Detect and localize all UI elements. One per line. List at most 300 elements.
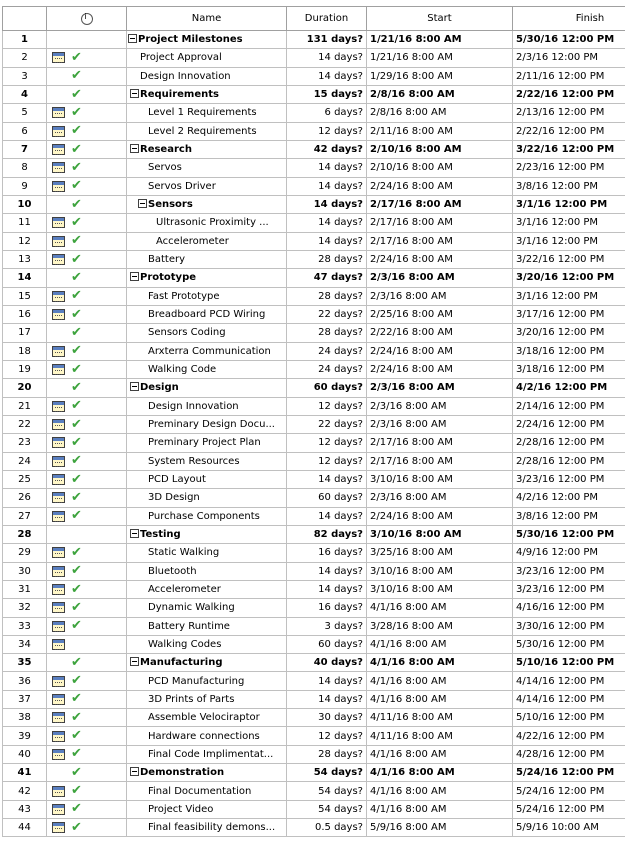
finish-cell[interactable]: 2/28/16 12:00 PM: [513, 434, 625, 452]
task-row[interactable]: [3, 434, 625, 452]
task-row[interactable]: [3, 782, 625, 800]
duration-column-header[interactable]: Duration: [287, 7, 367, 31]
task-name-cell[interactable]: [127, 177, 287, 195]
finish-cell[interactable]: 3/22/16 12:00 PM: [513, 250, 625, 268]
duration-cell[interactable]: 24 days?: [287, 360, 367, 378]
task-row[interactable]: [3, 709, 625, 727]
task-name-cell[interactable]: [127, 800, 287, 818]
finish-cell[interactable]: 3/1/16 12:00 PM: [513, 232, 625, 250]
start-cell[interactable]: 2/11/16 8:00 AM: [367, 122, 513, 140]
start-cell[interactable]: 2/24/16 8:00 AM: [367, 507, 513, 525]
start-cell[interactable]: 2/24/16 8:00 AM: [367, 177, 513, 195]
finish-cell[interactable]: 4/28/16 12:00 PM: [513, 745, 625, 763]
task-id-cell[interactable]: 44: [3, 819, 47, 837]
start-cell[interactable]: 2/17/16 8:00 AM: [367, 232, 513, 250]
check-icon: ✔: [71, 379, 82, 395]
task-row[interactable]: [3, 159, 625, 177]
task-name-cell[interactable]: [127, 599, 287, 617]
duration-cell[interactable]: 24 days?: [287, 342, 367, 360]
task-id-cell[interactable]: 16: [3, 305, 47, 323]
task-name-cell[interactable]: [127, 379, 287, 397]
task-name-cell[interactable]: [127, 507, 287, 525]
duration-cell[interactable]: 54 days?: [287, 782, 367, 800]
finish-cell[interactable]: 3/1/16 12:00 PM: [513, 214, 625, 232]
task-row[interactable]: [3, 690, 625, 708]
duration-cell[interactable]: 28 days?: [287, 287, 367, 305]
collapse-toggle-icon[interactable]: [130, 767, 139, 776]
task-name-cell[interactable]: [127, 49, 287, 67]
task-name-cell[interactable]: [127, 709, 287, 727]
task-name-cell[interactable]: [127, 727, 287, 745]
task-name-cell[interactable]: [127, 195, 287, 213]
task-id-cell[interactable]: 24: [3, 452, 47, 470]
task-name-cell[interactable]: [127, 525, 287, 543]
task-name-cell[interactable]: [127, 764, 287, 782]
task-name-cell[interactable]: [127, 580, 287, 598]
task-name-cell[interactable]: [127, 654, 287, 672]
task-name: Level 2 Requirements: [148, 125, 257, 137]
finish-cell[interactable]: 2/28/16 12:00 PM: [513, 452, 625, 470]
finish-cell[interactable]: 5/30/16 12:00 PM: [513, 635, 625, 653]
calendar-icon: [52, 474, 65, 485]
start-cell[interactable]: 4/1/16 8:00 AM: [367, 690, 513, 708]
task-id-cell[interactable]: 5: [3, 104, 47, 122]
task-name-cell[interactable]: [127, 140, 287, 158]
task-row[interactable]: [3, 727, 625, 745]
task-id-cell[interactable]: 11: [3, 214, 47, 232]
duration-cell[interactable]: 16 days?: [287, 599, 367, 617]
collapse-toggle-icon[interactable]: [130, 657, 139, 666]
task-name-cell[interactable]: [127, 360, 287, 378]
duration-cell[interactable]: 6 days?: [287, 104, 367, 122]
finish-cell[interactable]: 3/18/16 12:00 PM: [513, 342, 625, 360]
duration-cell[interactable]: 15 days?: [287, 85, 367, 103]
start-cell[interactable]: 4/1/16 8:00 AM: [367, 800, 513, 818]
task-row[interactable]: [3, 379, 625, 397]
finish-cell[interactable]: 3/18/16 12:00 PM: [513, 360, 625, 378]
calendar-icon: [52, 254, 65, 265]
finish-cell[interactable]: 3/1/16 12:00 PM: [513, 287, 625, 305]
start-cell[interactable]: 3/10/16 8:00 AM: [367, 470, 513, 488]
duration-cell[interactable]: 0.5 days?: [287, 819, 367, 837]
finish-cell[interactable]: 3/8/16 12:00 PM: [513, 177, 625, 195]
task-id-cell[interactable]: 27: [3, 507, 47, 525]
start-cell[interactable]: 4/1/16 8:00 AM: [367, 782, 513, 800]
start-cell[interactable]: 2/3/16 8:00 AM: [367, 269, 513, 287]
task-name-cell[interactable]: [127, 617, 287, 635]
task-row[interactable]: [3, 214, 625, 232]
task-name-cell[interactable]: [127, 562, 287, 580]
duration-cell[interactable]: 30 days?: [287, 709, 367, 727]
duration-cell[interactable]: 54 days?: [287, 800, 367, 818]
start-cell[interactable]: 3/10/16 8:00 AM: [367, 562, 513, 580]
task-row[interactable]: [3, 672, 625, 690]
duration-cell[interactable]: 42 days?: [287, 140, 367, 158]
duration-cell[interactable]: 14 days?: [287, 580, 367, 598]
duration-cell[interactable]: 22 days?: [287, 415, 367, 433]
task-name-cell[interactable]: [127, 782, 287, 800]
task-id-cell[interactable]: 30: [3, 562, 47, 580]
task-row[interactable]: [3, 342, 625, 360]
duration-cell[interactable]: 60 days?: [287, 379, 367, 397]
task-id-cell[interactable]: 20: [3, 379, 47, 397]
start-cell[interactable]: 2/3/16 8:00 AM: [367, 379, 513, 397]
start-cell[interactable]: 2/24/16 8:00 AM: [367, 342, 513, 360]
task-name: Preminary Project Plan: [148, 437, 261, 449]
duration-cell[interactable]: 28 days?: [287, 745, 367, 763]
duration-cell[interactable]: 14 days?: [287, 214, 367, 232]
task-row[interactable]: [3, 415, 625, 433]
finish-cell[interactable]: 4/9/16 12:00 PM: [513, 544, 625, 562]
task-row[interactable]: [3, 489, 625, 507]
indicators-cell: [47, 104, 127, 122]
task-name-cell[interactable]: [127, 324, 287, 342]
task-name-cell[interactable]: [127, 544, 287, 562]
finish-cell[interactable]: 5/24/16 12:00 PM: [513, 782, 625, 800]
check-icon: ✔: [71, 673, 82, 689]
task-name-cell[interactable]: [127, 415, 287, 433]
task-id-cell[interactable]: 15: [3, 287, 47, 305]
task-name-cell[interactable]: [127, 470, 287, 488]
finish-cell[interactable]: 4/2/16 12:00 PM: [513, 379, 625, 397]
task-row[interactable]: [3, 49, 625, 67]
collapse-toggle-icon[interactable]: [130, 272, 139, 281]
check-icon: ✔: [71, 104, 82, 120]
collapse-toggle-icon[interactable]: [130, 144, 139, 153]
task-name-cell[interactable]: [127, 67, 287, 85]
task-id-cell[interactable]: 25: [3, 470, 47, 488]
name-column-header[interactable]: Name: [127, 7, 287, 31]
task-id-cell[interactable]: 23: [3, 434, 47, 452]
finish-cell[interactable]: 2/13/16 12:00 PM: [513, 104, 625, 122]
task-name-cell[interactable]: [127, 305, 287, 323]
task-id-cell[interactable]: 10: [3, 195, 47, 213]
task-row[interactable]: [3, 360, 625, 378]
task-id-cell[interactable]: 4: [3, 85, 47, 103]
finish-cell[interactable]: 2/22/16 12:00 PM: [513, 85, 625, 103]
task-row[interactable]: [3, 305, 625, 323]
start-cell[interactable]: 2/24/16 8:00 AM: [367, 250, 513, 268]
task-id-cell[interactable]: 8: [3, 159, 47, 177]
finish-cell[interactable]: 2/14/16 12:00 PM: [513, 397, 625, 415]
duration-cell[interactable]: 12 days?: [287, 434, 367, 452]
start-cell[interactable]: 3/10/16 8:00 AM: [367, 525, 513, 543]
task-id-cell[interactable]: 22: [3, 415, 47, 433]
finish-cell[interactable]: 2/3/16 12:00 PM: [513, 49, 625, 67]
task-name-cell[interactable]: [127, 214, 287, 232]
task-row[interactable]: [3, 470, 625, 488]
finish-cell[interactable]: 5/24/16 12:00 PM: [513, 800, 625, 818]
check-icon: ✔: [71, 819, 82, 835]
task-row[interactable]: [3, 31, 625, 49]
task-name-cell[interactable]: [127, 434, 287, 452]
indicators-cell: [47, 709, 127, 727]
duration-cell[interactable]: 28 days?: [287, 250, 367, 268]
start-cell[interactable]: 3/25/16 8:00 AM: [367, 544, 513, 562]
task-name-cell[interactable]: [127, 397, 287, 415]
task-row[interactable]: [3, 544, 625, 562]
duration-cell[interactable]: 16 days?: [287, 544, 367, 562]
task-name-cell[interactable]: [127, 250, 287, 268]
start-cell[interactable]: 2/17/16 8:00 AM: [367, 434, 513, 452]
duration-cell[interactable]: 14 days?: [287, 195, 367, 213]
task-row[interactable]: [3, 195, 625, 213]
duration-cell[interactable]: 54 days?: [287, 764, 367, 782]
task-id-cell[interactable]: 38: [3, 709, 47, 727]
duration-cell[interactable]: 131 days?: [287, 31, 367, 49]
task-id-cell[interactable]: 28: [3, 525, 47, 543]
start-cell[interactable]: 4/1/16 8:00 AM: [367, 635, 513, 653]
task-row[interactable]: [3, 85, 625, 103]
task-name-cell[interactable]: [127, 819, 287, 837]
duration-cell[interactable]: 3 days?: [287, 617, 367, 635]
start-cell[interactable]: 5/9/16 8:00 AM: [367, 819, 513, 837]
task-name-cell[interactable]: [127, 489, 287, 507]
duration-cell[interactable]: 12 days?: [287, 727, 367, 745]
task-name-cell[interactable]: [127, 745, 287, 763]
task-id-cell[interactable]: 42: [3, 782, 47, 800]
task-name-cell[interactable]: [127, 672, 287, 690]
task-name-cell[interactable]: [127, 635, 287, 653]
task-id-cell[interactable]: 13: [3, 250, 47, 268]
duration-cell[interactable]: 14 days?: [287, 49, 367, 67]
start-cell[interactable]: 2/17/16 8:00 AM: [367, 195, 513, 213]
start-cell[interactable]: 4/1/16 8:00 AM: [367, 654, 513, 672]
task-row[interactable]: [3, 67, 625, 85]
duration-cell[interactable]: 60 days?: [287, 489, 367, 507]
task-id-cell[interactable]: 36: [3, 672, 47, 690]
indicators-cell: [47, 525, 127, 543]
finish-cell[interactable]: 3/17/16 12:00 PM: [513, 305, 625, 323]
task-row[interactable]: [3, 452, 625, 470]
finish-cell[interactable]: 2/23/16 12:00 PM: [513, 159, 625, 177]
task-name: Design Innovation: [140, 70, 231, 82]
finish-cell[interactable]: 3/8/16 12:00 PM: [513, 507, 625, 525]
task-id-cell[interactable]: 7: [3, 140, 47, 158]
indicators-cell: [47, 470, 127, 488]
task-row[interactable]: [3, 635, 625, 653]
task-id-cell[interactable]: 17: [3, 324, 47, 342]
collapse-toggle-icon[interactable]: [128, 34, 137, 43]
finish-column-header[interactable]: Finish: [513, 7, 625, 31]
finish-cell[interactable]: 3/23/16 12:00 PM: [513, 562, 625, 580]
duration-cell[interactable]: 14 days?: [287, 672, 367, 690]
finish-cell[interactable]: 3/22/16 12:00 PM: [513, 140, 625, 158]
finish-cell[interactable]: 3/30/16 12:00 PM: [513, 617, 625, 635]
start-cell[interactable]: 4/1/16 8:00 AM: [367, 672, 513, 690]
duration-cell[interactable]: 22 days?: [287, 305, 367, 323]
task-row[interactable]: [3, 250, 625, 268]
start-cell[interactable]: 2/10/16 8:00 AM: [367, 159, 513, 177]
task-id-cell[interactable]: 40: [3, 745, 47, 763]
start-cell[interactable]: 2/3/16 8:00 AM: [367, 287, 513, 305]
task-name-cell[interactable]: [127, 690, 287, 708]
start-cell[interactable]: 1/21/16 8:00 AM: [367, 31, 513, 49]
task-name-cell[interactable]: [127, 122, 287, 140]
start-cell[interactable]: 2/3/16 8:00 AM: [367, 397, 513, 415]
finish-cell[interactable]: 3/20/16 12:00 PM: [513, 269, 625, 287]
task-name-cell[interactable]: [127, 232, 287, 250]
task-row[interactable]: [3, 397, 625, 415]
duration-cell[interactable]: 60 days?: [287, 635, 367, 653]
task-row[interactable]: [3, 800, 625, 818]
task-id-cell[interactable]: 31: [3, 580, 47, 598]
task-name: Battery Runtime: [148, 620, 230, 632]
finish-cell[interactable]: 4/14/16 12:00 PM: [513, 690, 625, 708]
task-row[interactable]: [3, 287, 625, 305]
collapse-toggle-icon[interactable]: [130, 89, 139, 98]
finish-cell[interactable]: 4/2/16 12:00 PM: [513, 489, 625, 507]
task-id-cell[interactable]: 19: [3, 360, 47, 378]
duration-cell[interactable]: 28 days?: [287, 324, 367, 342]
duration-cell[interactable]: 14 days?: [287, 507, 367, 525]
task-name-cell[interactable]: [127, 287, 287, 305]
duration-cell[interactable]: 12 days?: [287, 452, 367, 470]
finish-cell[interactable]: 3/23/16 12:00 PM: [513, 470, 625, 488]
finish-cell[interactable]: 4/14/16 12:00 PM: [513, 672, 625, 690]
indicators-column-header[interactable]: [47, 7, 127, 31]
finish-cell[interactable]: 3/20/16 12:00 PM: [513, 324, 625, 342]
duration-cell[interactable]: 12 days?: [287, 122, 367, 140]
duration-cell[interactable]: 14 days?: [287, 159, 367, 177]
finish-cell[interactable]: 5/30/16 12:00 PM: [513, 525, 625, 543]
duration-cell[interactable]: 14 days?: [287, 67, 367, 85]
task-row[interactable]: [3, 654, 625, 672]
task-id-cell[interactable]: 6: [3, 122, 47, 140]
finish-cell[interactable]: 2/22/16 12:00 PM: [513, 122, 625, 140]
finish-cell[interactable]: 4/22/16 12:00 PM: [513, 727, 625, 745]
start-cell[interactable]: 4/1/16 8:00 AM: [367, 745, 513, 763]
task-row[interactable]: [3, 525, 625, 543]
task-row[interactable]: [3, 140, 625, 158]
task-row[interactable]: [3, 177, 625, 195]
start-cell[interactable]: 4/1/16 8:00 AM: [367, 764, 513, 782]
start-cell[interactable]: 2/17/16 8:00 AM: [367, 214, 513, 232]
start-cell[interactable]: 2/17/16 8:00 AM: [367, 452, 513, 470]
finish-cell[interactable]: 5/30/16 12:00 PM: [513, 31, 625, 49]
start-cell[interactable]: 2/24/16 8:00 AM: [367, 360, 513, 378]
start-cell[interactable]: 4/11/16 8:00 AM: [367, 727, 513, 745]
indicators-cell: [47, 342, 127, 360]
finish-cell[interactable]: 2/11/16 12:00 PM: [513, 67, 625, 85]
task-id-cell[interactable]: 2: [3, 49, 47, 67]
start-cell[interactable]: 3/10/16 8:00 AM: [367, 580, 513, 598]
check-icon: ✔: [71, 251, 82, 267]
task-row[interactable]: [3, 122, 625, 140]
task-row[interactable]: [3, 599, 625, 617]
collapse-toggle-icon[interactable]: [130, 529, 139, 538]
task-name-cell[interactable]: [127, 85, 287, 103]
collapse-toggle-icon[interactable]: [138, 199, 147, 208]
id-column-header[interactable]: [3, 7, 47, 31]
check-icon: ✔: [71, 709, 82, 725]
task-row[interactable]: [3, 232, 625, 250]
duration-cell[interactable]: 82 days?: [287, 525, 367, 543]
task-row[interactable]: [3, 562, 625, 580]
start-cell[interactable]: 4/11/16 8:00 AM: [367, 709, 513, 727]
task-name: Hardware connections: [148, 730, 260, 742]
start-cell[interactable]: 1/21/16 8:00 AM: [367, 49, 513, 67]
duration-cell[interactable]: 14 days?: [287, 562, 367, 580]
task-name: Fast Prototype: [148, 290, 220, 302]
start-column-header[interactable]: Start: [367, 7, 513, 31]
start-cell[interactable]: 2/10/16 8:00 AM: [367, 140, 513, 158]
task-name-cell[interactable]: [127, 269, 287, 287]
task-name-cell[interactable]: [127, 342, 287, 360]
start-cell[interactable]: 3/28/16 8:00 AM: [367, 617, 513, 635]
duration-cell[interactable]: 12 days?: [287, 397, 367, 415]
task-id-cell[interactable]: 18: [3, 342, 47, 360]
indicators-cell: [47, 745, 127, 763]
task-row[interactable]: [3, 617, 625, 635]
task-id-cell[interactable]: 34: [3, 635, 47, 653]
task-row[interactable]: [3, 104, 625, 122]
start-cell[interactable]: 2/25/16 8:00 AM: [367, 305, 513, 323]
task-name-cell[interactable]: [127, 159, 287, 177]
duration-cell[interactable]: 14 days?: [287, 232, 367, 250]
task-id-cell[interactable]: 1: [3, 31, 47, 49]
task-id-cell[interactable]: 29: [3, 544, 47, 562]
task-id-cell[interactable]: 39: [3, 727, 47, 745]
task-row[interactable]: [3, 269, 625, 287]
task-id-cell[interactable]: 3: [3, 67, 47, 85]
finish-cell[interactable]: 3/23/16 12:00 PM: [513, 580, 625, 598]
duration-cell[interactable]: 40 days?: [287, 654, 367, 672]
task-id-cell[interactable]: 43: [3, 800, 47, 818]
task-row[interactable]: [3, 324, 625, 342]
duration-cell[interactable]: 14 days?: [287, 177, 367, 195]
task-name-cell[interactable]: [127, 31, 287, 49]
start-cell[interactable]: 2/8/16 8:00 AM: [367, 85, 513, 103]
task-id-cell[interactable]: 14: [3, 269, 47, 287]
finish-cell[interactable]: 2/24/16 12:00 PM: [513, 415, 625, 433]
task-name-cell[interactable]: [127, 104, 287, 122]
start-cell[interactable]: 4/1/16 8:00 AM: [367, 599, 513, 617]
task-row[interactable]: [3, 819, 625, 837]
task-row[interactable]: [3, 745, 625, 763]
duration-cell[interactable]: 47 days?: [287, 269, 367, 287]
task-id-cell[interactable]: 9: [3, 177, 47, 195]
duration-cell[interactable]: 14 days?: [287, 470, 367, 488]
finish-cell[interactable]: 3/1/16 12:00 PM: [513, 195, 625, 213]
duration-cell[interactable]: 14 days?: [287, 690, 367, 708]
start-cell[interactable]: 1/29/16 8:00 AM: [367, 67, 513, 85]
start-cell[interactable]: 2/8/16 8:00 AM: [367, 104, 513, 122]
finish-cell[interactable]: 5/9/16 10:00 AM: [513, 819, 625, 837]
task-name-cell[interactable]: [127, 452, 287, 470]
start-cell[interactable]: 2/22/16 8:00 AM: [367, 324, 513, 342]
task-id-cell[interactable]: 32: [3, 599, 47, 617]
start-cell[interactable]: 2/3/16 8:00 AM: [367, 415, 513, 433]
task-row[interactable]: [3, 764, 625, 782]
finish-cell[interactable]: 5/10/16 12:00 PM: [513, 654, 625, 672]
start-cell[interactable]: 2/3/16 8:00 AM: [367, 489, 513, 507]
task-id-cell[interactable]: 12: [3, 232, 47, 250]
task-id-cell[interactable]: 41: [3, 764, 47, 782]
task-row[interactable]: [3, 580, 625, 598]
collapse-toggle-icon[interactable]: [130, 382, 139, 391]
task-id-cell[interactable]: 33: [3, 617, 47, 635]
task-id-cell[interactable]: 21: [3, 397, 47, 415]
task-row[interactable]: [3, 507, 625, 525]
finish-cell[interactable]: 4/16/16 12:00 PM: [513, 599, 625, 617]
task-name: Breadboard PCD Wiring: [148, 309, 266, 321]
task-id-cell[interactable]: 35: [3, 654, 47, 672]
task-id-cell[interactable]: 26: [3, 489, 47, 507]
finish-cell[interactable]: 5/10/16 12:00 PM: [513, 709, 625, 727]
task-id-cell[interactable]: 37: [3, 690, 47, 708]
finish-cell[interactable]: 5/24/16 12:00 PM: [513, 764, 625, 782]
